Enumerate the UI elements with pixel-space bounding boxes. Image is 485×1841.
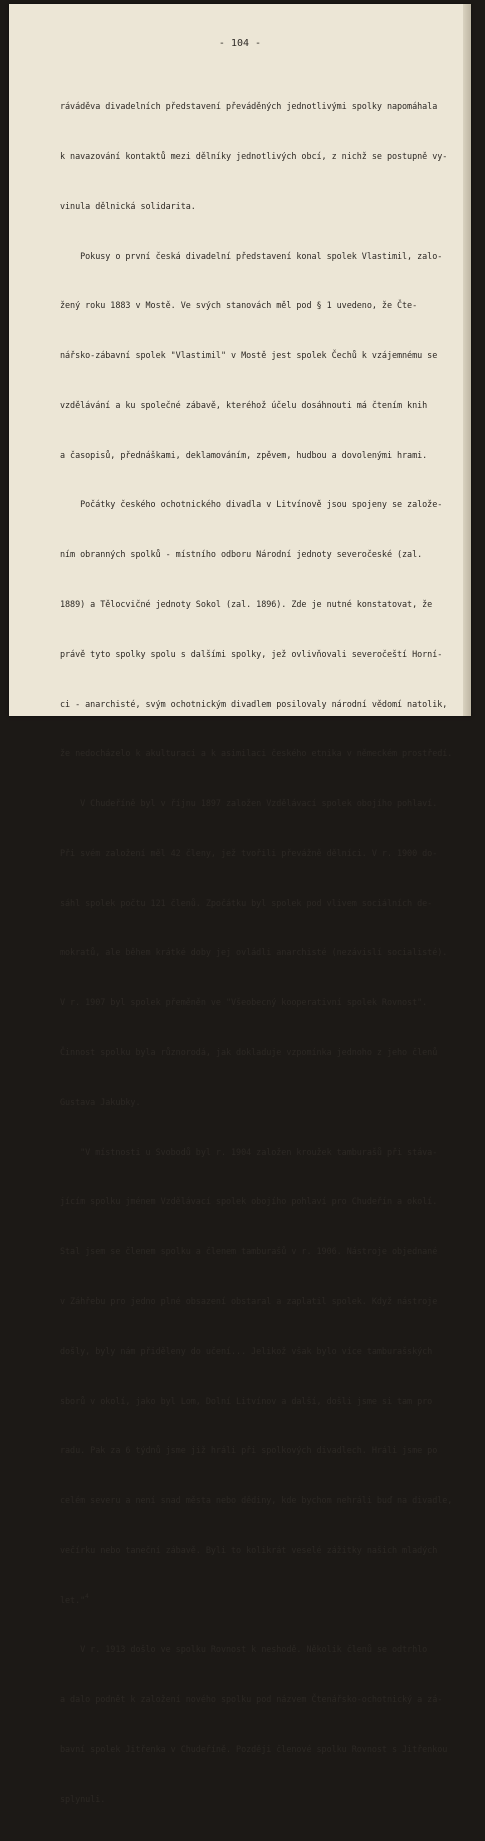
text-line: ním obranných spolků - místního odboru Národní jednoty severočeské (zal. <box>60 549 423 560</box>
text-line: Činnost spolku byla různorodá, jak dokladuje vzpomínka jednoho z jeho členů <box>60 1047 438 1058</box>
text-line: "V místnosti u Svobodů byl r. 1904 založen kroužek tamburašů při stáva- <box>60 1146 438 1157</box>
text-line: Při svém založení měl 42 členy, jež tvořili převážně dělníci. V r. 1900 do- <box>60 847 438 858</box>
text-line: mokratů, ale během krátké doby jej ovládli anarchisté (nezávislí socialisté). <box>60 947 448 958</box>
text-line: Pokusy o první česká divadelní představení konal spolek Vlastimil, zalo- <box>60 250 443 261</box>
text-line: v Záhřebu pro jedno plné obsazení obstaral a zaplatil spolek. Když nástroje <box>60 1295 438 1306</box>
text-line: že nedocházelo k akulturaci a k asimilaci českého etnika v německém prostředí. <box>60 748 453 759</box>
page-spine-shadow <box>463 4 471 716</box>
text-line: právě tyto spolky spolu s dalšími spolky, jež ovlivňovali severočeští Horní- <box>60 648 443 659</box>
text-line: splynuli. <box>60 1793 106 1804</box>
text-line: V r. 1907 byl spolek přeměněn ve "Všeobecný kooperativní spolek Rovnost". <box>60 997 428 1008</box>
text-line: celém severu a není snad města nebo dědiny, kde bychom nehráli buď na divadle, <box>60 1495 453 1506</box>
text-line: ci - anarchisté, svým ochotnickým divadlem posilovaly národní vědomí natolik, <box>60 698 448 709</box>
text-line: 1889) a Tělocvičné jednoty Sokol (zal. 1896). Zde je nutné konstatovat, že <box>60 599 433 609</box>
text-line: V Chudeříně byl v říjnu 1897 založen Vzdělávací spolek obojího pohlaví. <box>60 798 438 809</box>
text-line-with-footnote <box>60 1592 456 1609</box>
page-number: - 104 - <box>218 38 262 49</box>
text-line: sborů v okolí, jako byl Lom, Dolní Litvínov a další, došli jsme si tam pro <box>60 1395 433 1406</box>
text-line: došly, byly nám přiděleny do učení... Jelikož však bylo více tamburašských <box>60 1345 433 1356</box>
text-line: večírku nebo taneční zábavě. Byli to kolikrát veselé zážitky našich mladých <box>60 1544 438 1555</box>
text-line: V r. 1913 došlo ve spolku Rovnost k neshodě. Několik členů se odtrhlo <box>60 1644 428 1655</box>
text-line: let." <box>60 1594 86 1605</box>
body-text <box>60 65 456 1841</box>
document-page <box>9 4 471 1804</box>
text-line: nářsko-zábavní spolek "Vlastimil" v Mostě jest spolek Čechů k vzájemnému se <box>60 350 438 361</box>
text-line: radu. Pak za 6 týdnů jsme již hráli při spolkových divadlech. Hráli jsme po <box>60 1445 438 1456</box>
text-line: žený roku 1883 v Mostě. Ve svých stanovách měl pod § 1 uvedeno, že Čte- <box>60 300 418 311</box>
text-line: Gustava Jakubky. <box>60 1096 141 1107</box>
text-line: a časopisů, přednáškami, deklamováním, zpěvem, hudbou a dovolenými hrami. <box>60 449 428 460</box>
footnote-marker: 4 <box>85 1592 89 1600</box>
text-line: bavní spolek Jitřenka v Chudeříně. Později členové spolku Rovnost s Jitřenkou <box>60 1743 448 1754</box>
text-line: vinula dělnická solidarita. <box>60 200 196 211</box>
text-line: ráváděva divadelních představení převáděných jednotlivými spolky napomáhala <box>60 101 438 112</box>
text-line: jícím spolku jménem Vzdělávací spolek obojího pohlaví pro Chudeřín a okolí. <box>60 1196 438 1207</box>
text-line: Počátky českého ochotnického divadla v Litvínově jsou spojeny se založe- <box>60 499 443 510</box>
text-line: sáhl spolek počtu 121 členů. Zpočátku byl spolek pod vlivem sociálních de- <box>60 897 433 908</box>
text-line: k navazování kontaktů mezi dělníky jednotlivých obcí, z nichž se postupně vy- <box>60 150 448 161</box>
text-line: Stal jsem se členem spolku a členem tamburašů v r. 1906. Nástroje objednané <box>60 1246 438 1257</box>
text-line: vzdělávání a ku společné zábavě, kteréhož účelu dosáhnouti má čtením knih <box>60 399 428 410</box>
text-line: a dalo podnět k založení nového spolku pod názvem Čtenářsko-ochotnický a zá- <box>60 1694 443 1705</box>
